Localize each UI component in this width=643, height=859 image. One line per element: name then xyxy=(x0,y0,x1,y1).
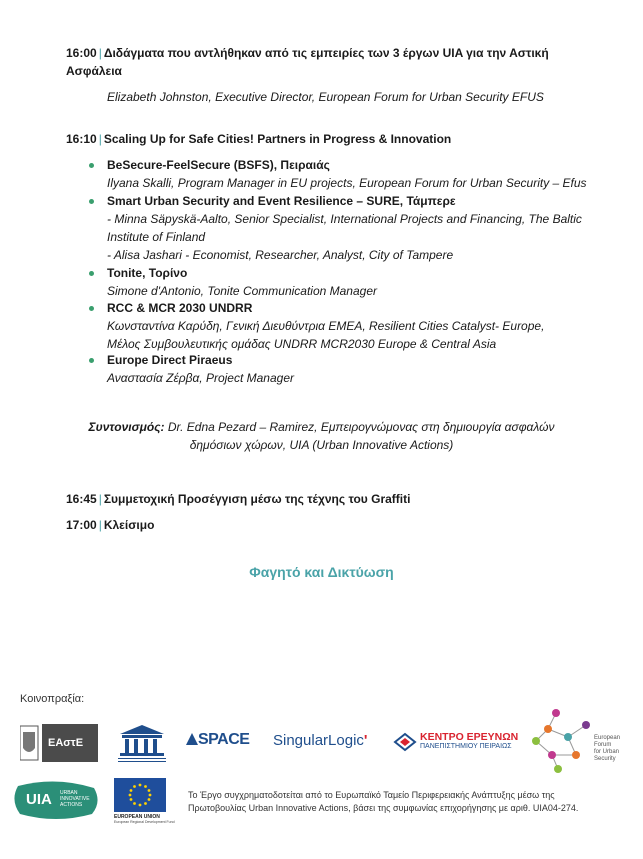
singular-text: Singular xyxy=(273,732,329,749)
efus-text-2: Forum xyxy=(594,742,612,748)
eu-subtext: European Regional Development Fund xyxy=(114,820,175,824)
kentro-ereynon-logo xyxy=(393,728,518,756)
session-title: Συμμετοχική Προσέγγιση μέσω της τέχνης του Graffiti xyxy=(103,492,411,506)
kentro-mark-icon xyxy=(393,730,417,754)
item-speaker: Αναστασία Ζέρβα, Project Manager xyxy=(107,371,294,385)
kentro-title: ΚΕΝΤΡΟ ΕΡΕΥΝΩΝ xyxy=(420,731,519,743)
item-speaker: Ilyana Skalli, Program Manager in EU projects, European Forum for Urban Security – Efus xyxy=(107,176,587,190)
kentro-subtitle: ΠΑΝΕΠΙΣΤΗΜΙΟΥ ΠΕΙΡΑΙΩΣ xyxy=(420,743,512,750)
eu-logo xyxy=(114,778,174,824)
session-time: 17:00 xyxy=(66,518,97,532)
item-speaker: Μέλος Συμβουλευτικής ομάδας UNDRR MCR2030 Europe & Central Asia xyxy=(107,337,497,351)
singular-mark-icon: ' xyxy=(363,732,368,749)
ministry-logo xyxy=(114,722,170,764)
closing-text: Φαγητό και Δικτύωση xyxy=(249,564,394,580)
session-time: 16:00 xyxy=(66,46,97,60)
easte-text: ΕΑστΕ xyxy=(48,737,84,749)
uia-sub-1: URBAN xyxy=(60,790,78,796)
eu-flag-icon xyxy=(114,778,166,812)
moderator-name: Dr. Edna Pezard – Ramirez, Εμπειρογνώμονας στη δημιουργία ασφαλών xyxy=(167,420,555,434)
session-1700-heading: 17:00 | Κλείσιμο xyxy=(66,518,155,532)
session-1610-heading: 16:10 | Scaling Up for Safe Cities! Partners in Progress & Innovation xyxy=(66,132,452,146)
session-time: 16:45 xyxy=(66,492,97,506)
bullet-dot xyxy=(89,163,94,168)
eu-text: EUROPEAN UNION xyxy=(114,814,160,820)
uia-sub-3: ACTIONS xyxy=(60,802,83,808)
item-speaker: Institute of Finland xyxy=(107,230,206,244)
network-dots-icon xyxy=(528,705,598,775)
session-title: Διδάγματα που αντλήθηκαν από τις εμπειρίες των 3 έργων UIA για την Αστική xyxy=(103,46,549,60)
space-triangle-icon xyxy=(186,733,198,745)
item-title: Smart Urban Security and Event Resilience – SURE, Τάμπερε xyxy=(107,194,456,208)
item-speaker: - Minna Säpyskä-Aalto, Senior Specialist, International Projects and Financing, The Baltic xyxy=(107,212,582,226)
moderator-line xyxy=(0,418,643,436)
bullet-dot xyxy=(89,271,94,276)
bullet-dot xyxy=(89,306,94,311)
space-text: SPACE xyxy=(198,731,250,748)
uia-sub-2: INNOVATIVE xyxy=(60,796,90,802)
moderator-label: Συντονισμός: xyxy=(88,420,165,434)
item-speaker: Κωνσταντίνα Καρύδη, Γενική Διευθύντρια EMEA, Resilient Cities Catalyst- Europe, xyxy=(107,319,545,333)
efus-logo xyxy=(528,705,628,775)
item-speaker: - Alisa Jashari - Economist, Researcher, Analyst, City of Tampere xyxy=(107,248,454,262)
item-title: Tonite, Τορίνο xyxy=(107,266,188,280)
funding-line-2: Πρωτοβουλίας Urban Innovative Actions, βάσει της συμφωνίας επιχορήγησης με αριθ. UIA04-274. xyxy=(188,803,579,813)
efus-text-1: European xyxy=(594,735,621,741)
session-time: 16:10 xyxy=(66,132,97,146)
bullet-dot xyxy=(89,358,94,363)
consortium-label: Κοινοπραξία: xyxy=(20,693,85,705)
bullet-dot xyxy=(89,199,94,204)
session-title: Scaling Up for Safe Cities! Partners in Progress & Innovation xyxy=(103,132,452,146)
singularlogic-logo xyxy=(273,732,367,749)
efus-text-4: Security xyxy=(594,756,616,762)
uia-logo xyxy=(12,780,100,820)
moderator-line-2: δημόσιων χώρων, UIA (Urban Innovative Actions) xyxy=(189,438,454,452)
uia-subtext xyxy=(60,790,90,808)
item-title: Europe Direct Piraeus xyxy=(107,353,233,367)
session-1600-speaker: Elizabeth Johnston, Executive Director, European Forum for Urban Security EFUS xyxy=(107,90,544,104)
funding-line-1: Το Έργο συγχρηματοδοτείται από το Ευρωπαϊκό Ταμείο Περιφερειακής Ανάπτυξης μέσω της xyxy=(188,790,555,800)
item-speaker: Simone d'Antonio, Tonite Communication Manager xyxy=(107,284,377,298)
uia-text: UIA xyxy=(26,791,52,808)
space-logo xyxy=(186,731,249,749)
logic-text: Logic xyxy=(328,732,364,749)
item-title: BeSecure-FeelSecure (BSFS), Πειραιάς xyxy=(107,158,330,172)
session-title: Κλείσιμο xyxy=(103,518,155,532)
session-1600-heading: 16:00 | Διδάγματα που αντλήθηκαν από τις εμπειρίες των 3 έργων UIA για την Αστική xyxy=(66,46,549,60)
session-1645-heading: 16:45 | Συμμετοχική Προσέγγιση μέσω της τέχνης του Graffiti xyxy=(66,492,411,506)
item-title: RCC & MCR 2030 UNDRR xyxy=(107,301,253,315)
easte-logo xyxy=(20,722,98,764)
building-icon xyxy=(114,722,170,764)
efus-text-3: for Urban xyxy=(594,749,620,755)
efus-text xyxy=(594,735,620,763)
session-1600-heading-cont: Ασφάλεια xyxy=(66,64,122,78)
